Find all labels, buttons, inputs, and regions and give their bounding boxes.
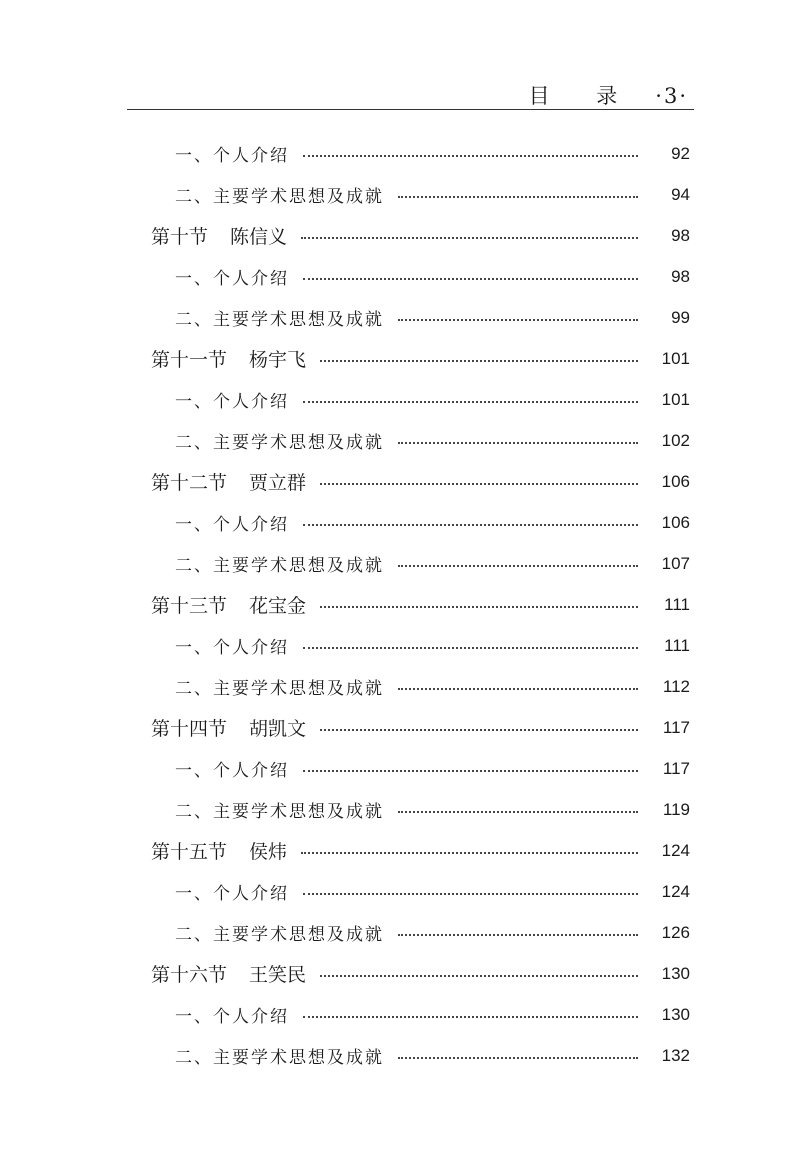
toc-entry-label <box>0 345 306 372</box>
toc-entry-label: 二、主要学术思想及成就 <box>175 679 384 699</box>
dot-leader <box>398 196 638 198</box>
dot-leader <box>398 688 638 690</box>
toc-page-number: 106 <box>661 471 690 491</box>
section-number: 第十一节 <box>151 349 228 371</box>
toc-entry-label <box>0 714 306 741</box>
toc-subsection-entry[interactable] <box>0 379 800 420</box>
toc-entry-label: 二、主要学术思想及成就 <box>175 802 384 822</box>
toc-page-number: 124 <box>661 840 690 860</box>
dot-leader <box>301 852 638 854</box>
section-number: 第十四节 <box>151 718 228 740</box>
toc-page-number: 111 <box>664 635 690 655</box>
dot-leader <box>320 360 638 362</box>
toc-section-entry[interactable] <box>0 953 800 994</box>
toc-page-number: 98 <box>671 266 690 286</box>
toc-page-number: 124 <box>661 881 690 901</box>
section-name: 王笑民 <box>249 964 307 986</box>
toc-page-number: 106 <box>661 512 690 532</box>
toc-subsection-entry[interactable] <box>0 912 800 953</box>
toc-entry-label: 一、个人介绍 <box>175 392 289 412</box>
toc-page-number: 132 <box>661 1045 690 1065</box>
toc-subsection-entry[interactable] <box>0 420 800 461</box>
toc-section-entry[interactable] <box>0 215 800 256</box>
dot-leader <box>303 278 638 280</box>
toc-entry-label: 二、主要学术思想及成就 <box>175 556 384 576</box>
dot-leader <box>303 770 638 772</box>
toc-section-entry[interactable] <box>0 338 800 379</box>
toc-page-number: 101 <box>661 348 690 368</box>
dot-leader <box>398 319 638 321</box>
header-rule <box>127 109 694 110</box>
dot-leader <box>303 524 638 526</box>
running-head <box>529 80 688 110</box>
toc-subsection-entry[interactable] <box>0 502 800 543</box>
dot-leader <box>398 442 638 444</box>
toc-page-number: 111 <box>664 594 690 614</box>
toc-entry-label: 一、个人介绍 <box>175 269 289 289</box>
toc-subsection-entry[interactable] <box>0 133 800 174</box>
dot-leader <box>398 934 638 936</box>
toc-page-number: 102 <box>661 430 690 450</box>
toc-page-number: 130 <box>661 963 690 983</box>
running-head-title: 目 录 <box>528 84 638 108</box>
toc-section-entry[interactable] <box>0 830 800 871</box>
toc-entry-label: 一、个人介绍 <box>175 1007 289 1027</box>
toc-section-entry[interactable] <box>0 707 800 748</box>
section-name: 陈信义 <box>230 226 288 248</box>
toc-subsection-entry[interactable] <box>0 789 800 830</box>
toc-page-number: 119 <box>662 799 690 819</box>
section-number: 第十节 <box>151 226 209 248</box>
toc-section-entry[interactable] <box>0 461 800 502</box>
toc-entry-label: 一、个人介绍 <box>175 638 289 658</box>
toc-subsection-entry[interactable] <box>0 1035 800 1076</box>
toc-entry-label: 一、个人介绍 <box>175 761 289 781</box>
section-number: 第十二节 <box>151 472 228 494</box>
section-number: 第十六节 <box>151 964 228 986</box>
toc-entry-label <box>0 468 306 495</box>
toc-page-number: 101 <box>661 389 690 409</box>
dot-leader <box>320 606 638 608</box>
toc-subsection-entry[interactable] <box>0 625 800 666</box>
dot-leader <box>301 237 638 239</box>
toc-page-number: 126 <box>661 922 690 942</box>
toc-section-entry[interactable] <box>0 584 800 625</box>
toc-entry-label <box>0 837 287 864</box>
dot-leader <box>303 893 638 895</box>
toc-entry-label: 一、个人介绍 <box>175 146 289 166</box>
toc-subsection-entry[interactable] <box>0 748 800 789</box>
dot-leader <box>320 729 638 731</box>
toc-subsection-entry[interactable] <box>0 256 800 297</box>
toc-entry-label: 一、个人介绍 <box>175 515 289 535</box>
dot-leader <box>320 483 638 485</box>
toc-page-number: 107 <box>661 553 690 573</box>
dot-leader <box>398 811 638 813</box>
toc-subsection-entry[interactable] <box>0 174 800 215</box>
toc-entry-label <box>0 960 306 987</box>
section-name: 花宝金 <box>249 595 307 617</box>
dot-leader <box>398 1057 638 1059</box>
dot-leader <box>303 647 638 649</box>
toc-page-number: 112 <box>662 676 690 696</box>
toc-page-number: 117 <box>662 717 690 737</box>
toc-page-number: 117 <box>662 758 690 778</box>
toc-entry-label <box>0 222 287 249</box>
dot-leader <box>303 401 638 403</box>
toc-entry-label: 二、主要学术思想及成就 <box>175 925 384 945</box>
dot-leader <box>398 565 638 567</box>
section-name: 胡凯文 <box>249 718 307 740</box>
section-name: 侯炜 <box>249 841 288 863</box>
toc-page-number: 130 <box>661 1004 690 1024</box>
section-number: 第十五节 <box>151 841 228 863</box>
toc-page-number: 92 <box>671 143 690 163</box>
section-name: 贾立群 <box>249 472 307 494</box>
toc-entry-label: 二、主要学术思想及成就 <box>175 1048 384 1068</box>
toc-entry-label: 二、主要学术思想及成就 <box>175 433 384 453</box>
toc-subsection-entry[interactable] <box>0 666 800 707</box>
section-name: 杨宇飞 <box>249 349 307 371</box>
toc-entry-label: 二、主要学术思想及成就 <box>175 310 384 330</box>
toc-entry-label: 一、个人介绍 <box>175 884 289 904</box>
section-number: 第十三节 <box>151 595 228 617</box>
page-number-marker: ·3· <box>655 84 688 108</box>
dot-leader <box>320 975 638 977</box>
toc-entry-label <box>0 591 306 618</box>
toc-entry-label: 二、主要学术思想及成就 <box>175 187 384 207</box>
toc-page-number: 94 <box>671 184 690 204</box>
toc-subsection-entry[interactable] <box>0 994 800 1035</box>
dot-leader <box>303 1016 638 1018</box>
toc-subsection-entry[interactable] <box>0 871 800 912</box>
toc-page-number: 98 <box>671 225 690 245</box>
toc-page-number: 99 <box>671 307 690 327</box>
toc-subsection-entry[interactable] <box>0 297 800 338</box>
dot-leader <box>303 155 638 157</box>
toc-subsection-entry[interactable] <box>0 543 800 584</box>
